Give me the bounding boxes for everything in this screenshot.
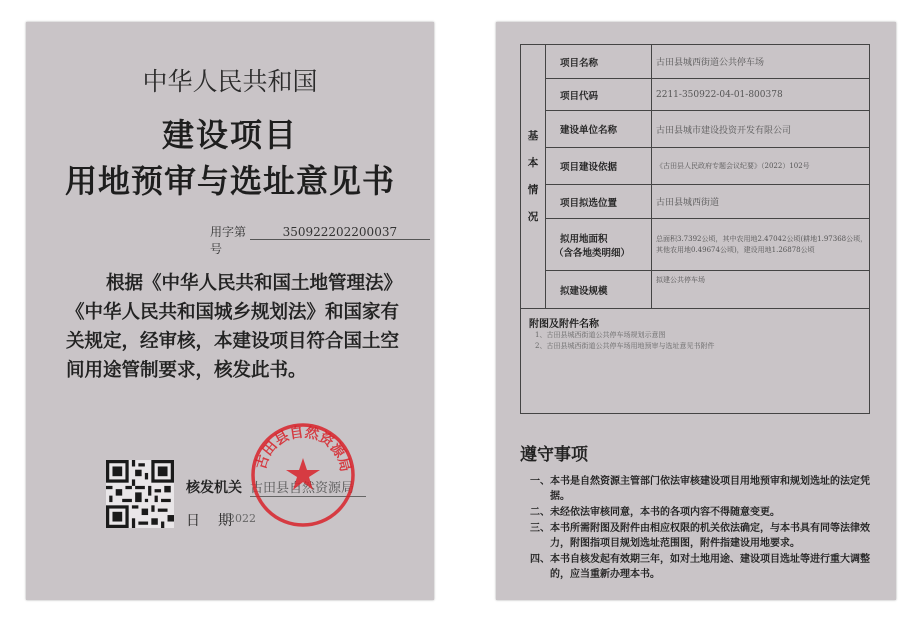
country-name: 中华人民共和国 [142, 67, 318, 96]
row-label: 项目拟选位置 [546, 185, 652, 219]
official-seal-icon [248, 420, 358, 530]
svg-text:古田县自然资源局: 古田县自然资源局 [253, 424, 354, 474]
area-label: 拟用地面积 [560, 233, 608, 245]
note-item: 二、未经依法审核同意，本书的各项内容不得随意变更。 [530, 507, 780, 518]
table-row [521, 79, 870, 111]
approval-statement: 根据《中华人民共和国土地管理法》《中华人民共和国城乡规划法》和国家有关规定，经审核，本建设项目符合国土空间用途管制要求，核发此书。 [66, 273, 403, 381]
location-value: 古田县城西街道 [652, 185, 870, 219]
row-label [546, 219, 652, 271]
qr-code-icon [106, 460, 174, 528]
row-label: 项目建设依据 [546, 148, 652, 185]
note-item: 四、本书自核发起有效期三年，如对土地用途、建设项目选址等进行重大调整的，应当重新办理本书。 [530, 554, 870, 580]
attachments-cell [521, 309, 870, 414]
issuer-label: 核发机关 [186, 480, 242, 496]
scale-value: 拟建公共停车场 [652, 271, 870, 309]
date-label: 日 期 [186, 513, 234, 529]
certificate-front-page [26, 22, 434, 600]
table-row [521, 219, 870, 271]
table-row [521, 111, 870, 148]
table-row [521, 45, 870, 79]
row-label: 项目名称 [546, 45, 652, 79]
notes-list [520, 474, 870, 583]
notes-title: 遵守事项 [520, 445, 588, 465]
table-row [521, 148, 870, 185]
project-code-value: 2211-350922-04-01-800378 [652, 79, 870, 111]
builder-name-value: 古田县城市建设投资开发有限公司 [652, 111, 870, 148]
row-label: 建设单位名称 [546, 111, 652, 148]
issuer-value: 古田县自然资源局 [250, 477, 366, 497]
table-row [521, 271, 870, 309]
basis-value: 《古田县人民政府专题会议纪要》（2022）102号 [652, 148, 870, 185]
document-title-line2: 用地预审与选址意见书 [64, 162, 395, 200]
attachments-title: 附图及附件名称 [529, 319, 599, 330]
note-item: 一、本书是自然资源主管部门依法审核建设项目用地预审和规划选址的法定凭据。 [530, 476, 870, 502]
area-value: 总面积3.7392公顷，其中农用地2.47042公顷(耕地1.97368公顷，其他农用地0.49674公顷)，建设用地1.26878公顷 [652, 219, 870, 271]
document-title-line1: 建设项目 [161, 116, 298, 154]
project-name-value: 古田县城西街道公共停车场 [652, 45, 870, 79]
basic-info-table [520, 44, 870, 414]
note-item: 三、本书所需附图及附件由相应权限的机关依法确定，与本书具有同等法律效力，附图指项目规划选址范围图，附件指建设用地要求。 [530, 523, 870, 549]
section-header-basic-info: 基 本 情 况 [521, 45, 546, 309]
number-suffix: 号 [210, 242, 223, 256]
table-row [521, 185, 870, 219]
certificate-back-page [496, 22, 896, 600]
attachment-item: 2、古田县城西街道公共停车场用地预审与选址意见书附件 [535, 342, 715, 350]
table-row [521, 309, 870, 414]
area-label-note: （含各地类明细） [554, 247, 631, 259]
row-label: 项目代码 [546, 79, 652, 111]
number-prefix: 用字第 [210, 225, 247, 239]
issue-date: 2022 [228, 512, 256, 525]
attachment-item: 1、古田县城西街道公共停车场规划示意图 [535, 331, 666, 339]
document-number-row [210, 223, 434, 257]
row-label: 拟建设规模 [546, 271, 652, 309]
document-number: 350922202200037 [250, 225, 430, 240]
